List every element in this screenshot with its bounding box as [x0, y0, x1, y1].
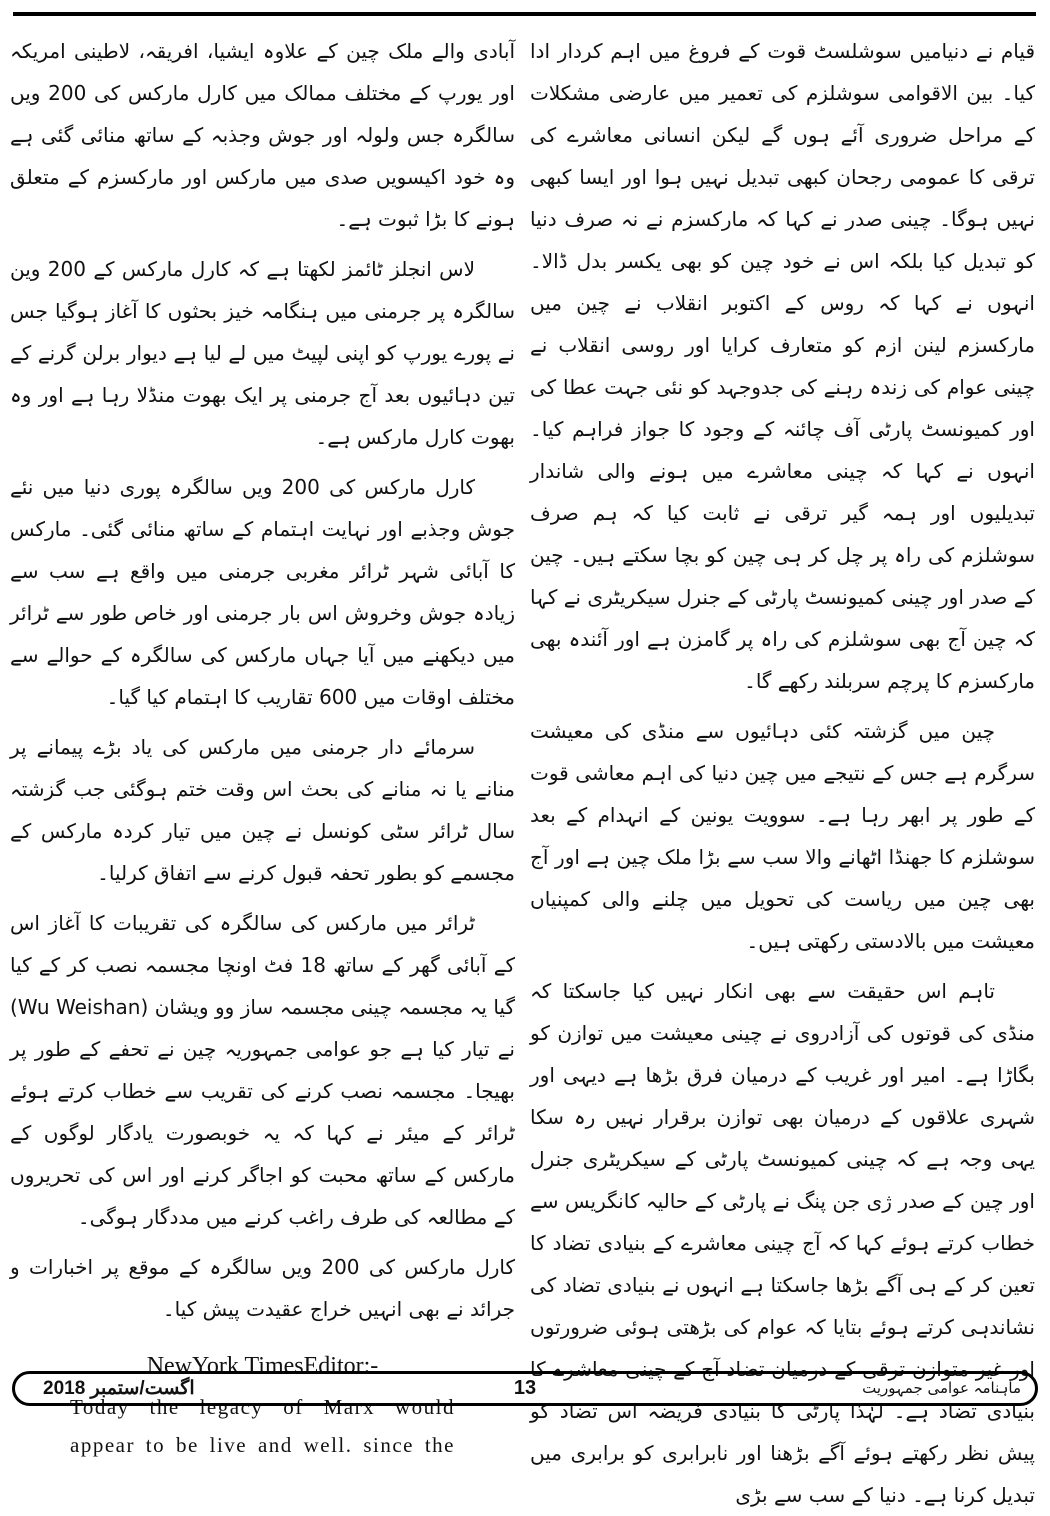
- english-heading: NewYork TimesEditor:-: [146, 1353, 379, 1379]
- paragraph: تاہم اس حقیقت سے بھی انکار نہیں کیا جاسکتا کہ منڈی کی قوتوں کی آزادروی نے چینی معیشت میں توازن کو بگاڑا ہے۔ امیر اور غریب کے درمیان فرق بڑھا ہے دیہی اور شہری علاقوں کے درمیان بھی توازن برقرار نہیں رہ سکا یہی وجہ ہے کہ چینی کمیونسٹ پارٹی کے سیکریٹری جنرل اور چین کے صدر ژی جن پنگ نے پارٹی کے حالیہ کانگریس سے خطاب کرتے ہوئے کہا کہ آج چینی معاشرے کے بنیادی تضاد کا تعین کر کے ہی آگے بڑھا جاسکتا ہے انہوں نے بنیادی تضاد کی نشاندہی کرتے ہوئے بتایا کہ عوام کی بڑھتی ہوئی ضرورتوں اور غیر متوازن ترقی کے درمیان تضاد آج کے چینی معاشرے کا بنیادی تضاد ہے۔ لہٰذا پارٹی کا بنیادی فریضہ اس تضاد کو پیش نظر رکھتے ہوئے آگے بڑھنا اور نابرابری کو برابری میں تبدیل کرنا ہے۔ دنیا کے سب سے بڑی: [530, 979, 1035, 1507]
- publication-title: ماہنامہ عوامی جمہوریت: [862, 1379, 1021, 1397]
- page-number: 13: [513, 1377, 537, 1399]
- paragraph: کارل مارکس کی 200 ویں سالگرہ پوری دنیا میں نئے جوش وجذبے اور نہایت اہتمام کے ساتھ منائی گئی۔ مارکس کا آبائی شہر ٹرائر مغربی جرمنی میں واقع ہے سب سے زیادہ جوش وخروش اس بار جرمنی اور خاص طور سے ٹرائر میں دیکھنے میں آیا جہاں مارکس کی سالگرہ کے حوالے سے مختلف اوقات میں 600 تقاریب کا اہتمام کیا گیا۔: [10, 475, 515, 709]
- right-column: [530, 30, 1035, 1516]
- left-column: [10, 30, 515, 1464]
- paragraph: سرمائے دار جرمنی میں مارکس کی یاد بڑے پیمانے پر منانے یا نہ منانے کی بحث اس وقت ختم ہوگئی جب گزشتہ سال ٹرائر سٹی کونسل نے چین میں تیار کردہ مارکس کے مجسمے کو بطور تحفہ قبول کرنے سے اتفاق کرلیا۔: [10, 735, 515, 885]
- english-quote: Today the legacy of Marx would appear to be live and well. since the: [70, 1395, 455, 1457]
- paragraph: کارل مارکس کی 200 ویں سالگرہ کے موقع پر اخبارات و جرائد نے بھی انہیں خراج عقیدت پیش کیا۔: [10, 1255, 515, 1321]
- top-rule: [13, 12, 1036, 16]
- paragraph: لاس انجلز ٹائمز لکھتا ہے کہ کارل مارکس کے 200 وین سالگرہ پر جرمنی میں ہنگامہ خیز بحثوں کا آغاز ہوگیا جس نے پورے یورپ کو اپنی لپیٹ میں لے لیا ہے دیوار برلن گرنے کے تین دہائیوں بعد آج جرمنی پر ایک بھوت منڈلا رہا ہے اور وہ بھوت کارل مارکس ہے۔: [10, 257, 515, 449]
- issue-date: اگست/ستمبر 2018: [43, 1378, 195, 1399]
- paragraph: ٹرائر میں مارکس کی سالگرہ کی تقریبات کا آغاز اس کے آبائی گھر کے ساتھ 18 فٹ اونچا مجسمہ نصب کر کے کیا گیا یہ مجسمہ چینی مجسمہ ساز وو ویشان (Wu Weishan) نے تیار کیا ہے جو عوامی جمہوریہ چین نے تحفے کے طور پر بھیجا۔ مجسمہ نصب کرنے کی تقریب سے خطاب کرتے ہوئے ٹرائر کے میئر نے کہا کہ یہ خوبصورت یادگار لوگوں کے مارکس کے ساتھ محبت کو اجاگر کرنے اور اس کی تحریروں کے مطالعہ کی طرف راغب کرنے میں مددگار ہوگی۔: [10, 911, 515, 1229]
- paragraph: آبادی والے ملک چین کے علاوہ ایشیا، افریقہ، لاطینی امریکہ اور یورپ کے مختلف ممالک میں کارل مارکس کی 200 ویں سالگرہ جس ولولہ اور جوش وجذبہ کے ساتھ منائی گئی ہے وہ خود اکیسویں صدی میں مارکس اور مارکسزم کے متعلق ہونے کا بڑا ثبوت ہے۔: [10, 39, 515, 231]
- paragraph: قیام نے دنیامیں سوشلسٹ قوت کے فروغ میں اہم کردار ادا کیا۔ بین الاقوامی سوشلزم کی تعمیر میں عارضی مشکلات کے مراحل ضروری آئے ہوں گے لیکن انسانی معاشرے کی ترقی کا عمومی رجحان کبھی تبدیل نہیں ہوا اور ایسا کبھی نہیں ہوگا۔ چینی صدر نے کہا کہ مارکسزم نے نہ صرف دنیا کو تبدیل کیا بلکہ اس نے خود چین کو بھی یکسر بدل ڈالا۔ انہوں نے کہا کہ روس کے اکتوبر انقلاب نے چین میں مارکسزم لینن ازم کو متعارف کرایا اور روسی انقلاب نے چینی عوام کی زندہ رہنے کی جدوجہد کو نئی جہت عطا کی اور کمیونسٹ پارٹی آف چائنہ کے وجود کا جواز فراہم کیا۔ انہوں نے کہا کہ چینی معاشرے میں ہونے والی شاندار تبدیلیوں اور ہمہ گیر ترقی نے ثابت کیا کہ ہم صرف سوشلزم کی راہ پر چل کر ہی چین کو بچا سکتے ہیں۔ چین کے صدر اور چینی کمیونسٹ پارٹی کے جنرل سیکریٹری نے کہا کہ چین آج بھی سوشلزم کی راہ پر گامزن ہے اور آئندہ بھی مارکسزم کا پرچم سربلند رکھے گا۔: [530, 39, 1035, 693]
- paragraph: چین میں گزشتہ کئی دہائیوں سے منڈی کی معیشت سرگرم ہے جس کے نتیجے میں چین دنیا کی اہم معاشی قوت کے طور پر ابھر رہا ہے۔ سوویت یونین کے انہدام کے بعد سوشلزم کا جھنڈا اٹھانے والا سب سے بڑا ملک چین ہے اور آج بھی چین میں ریاست کی تحویل میں چلنے والی کمپنیاں معیشت میں بالادستی رکھتی ہیں۔: [530, 719, 1035, 953]
- page-footer: [12, 1371, 1038, 1406]
